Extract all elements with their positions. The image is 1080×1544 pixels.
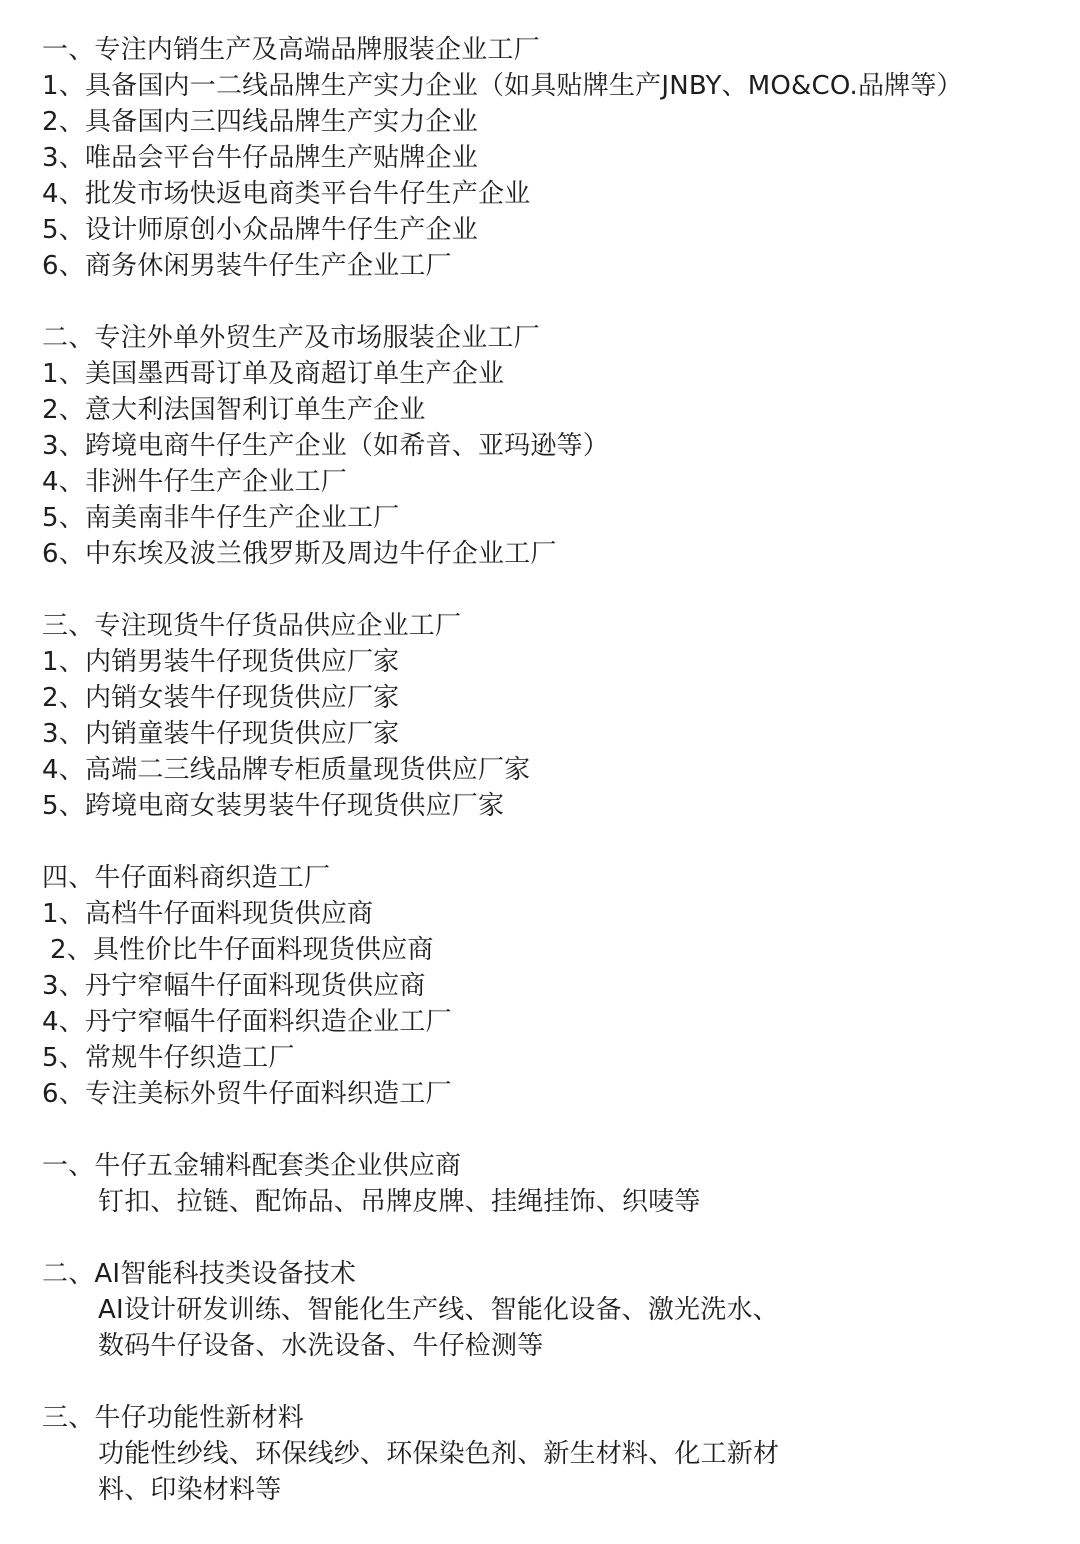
list-item: 3、丹宁窄幅牛仔面料现货供应商 <box>42 971 426 1001</box>
section-heading: 三、专注现货牛仔货品供应企业工厂 <box>42 611 462 641</box>
section-heading: 二、AI智能科技类设备技术 <box>42 1259 357 1289</box>
list-item: 4、非洲牛仔生产企业工厂 <box>42 467 347 497</box>
list-item: 1、高档牛仔面料现货供应商 <box>42 899 374 929</box>
list-item: 2、具备国内三四线品牌生产实力企业 <box>42 107 478 137</box>
list-item: 6、专注美标外贸牛仔面料织造工厂 <box>42 1079 452 1109</box>
section-functional-materials <box>42 1400 1062 1508</box>
section-heading: 三、牛仔功能性新材料 <box>42 1403 305 1433</box>
list-item: 2、具性价比牛仔面料现货供应商 <box>50 935 434 965</box>
section-heading: 四、牛仔面料商织造工厂 <box>42 863 331 893</box>
document-body <box>42 32 1062 1544</box>
section-stock-supply-factories <box>42 608 1062 824</box>
list-item: 5、设计师原创小众品牌牛仔生产企业 <box>42 215 478 245</box>
list-item: 6、商务休闲男装牛仔生产企业工厂 <box>42 251 452 281</box>
section-heading: 一、牛仔五金辅料配套类企业供应商 <box>42 1151 462 1181</box>
list-item: 1、美国墨西哥订单及商超订单生产企业 <box>42 359 505 389</box>
list-item: 5、南美南非牛仔生产企业工厂 <box>42 503 400 533</box>
list-item: 3、跨境电商牛仔生产企业（如希音、亚玛逊等） <box>42 431 609 461</box>
list-item: 2、意大利法国智利订单生产企业 <box>42 395 426 425</box>
list-item: 5、常规牛仔织造工厂 <box>42 1043 295 1073</box>
list-item: 2、内销女装牛仔现货供应厂家 <box>42 683 400 713</box>
list-item: AI设计研发训练、智能化生产线、智能化设备、激光洗水、 <box>98 1295 779 1325</box>
list-item: 3、唯品会平台牛仔品牌生产贴牌企业 <box>42 143 478 173</box>
list-item: 1、内销男装牛仔现货供应厂家 <box>42 647 400 677</box>
section-fabric-weaving-factories <box>42 860 1062 1112</box>
list-item: 功能性纱线、环保线纱、环保染色剂、新生材料、化工新材 <box>98 1439 780 1469</box>
list-item: 4、高端二三线品牌专柜质量现货供应厂家 <box>42 755 531 785</box>
list-item: 3、内销童装牛仔现货供应厂家 <box>42 719 400 749</box>
section-heading: 一、专注内销生产及高端品牌服装企业工厂 <box>42 35 540 65</box>
list-item: 6、中东埃及波兰俄罗斯及周边牛仔企业工厂 <box>42 539 557 569</box>
section-ai-equipment <box>42 1256 1062 1364</box>
list-item: 料、印染材料等 <box>98 1475 282 1505</box>
list-item: 4、批发市场快返电商类平台牛仔生产企业 <box>42 179 531 209</box>
list-item: 4、丹宁窄幅牛仔面料织造企业工厂 <box>42 1007 452 1037</box>
list-item: 5、跨境电商女装男装牛仔现货供应厂家 <box>42 791 505 821</box>
section-export-factories <box>42 320 1062 572</box>
section-hardware-accessories <box>42 1148 1062 1220</box>
section-domestic-brand-factories <box>42 32 1062 284</box>
list-item: 钉扣、拉链、配饰品、吊牌皮牌、挂绳挂饰、织唛等 <box>98 1187 701 1217</box>
list-item: 1、具备国内一二线品牌生产实力企业（如具贴牌生产JNBY、MO&CO.品牌等） <box>42 71 963 101</box>
list-item: 数码牛仔设备、水洗设备、牛仔检测等 <box>98 1331 544 1361</box>
section-heading: 二、专注外单外贸生产及市场服装企业工厂 <box>42 323 540 353</box>
